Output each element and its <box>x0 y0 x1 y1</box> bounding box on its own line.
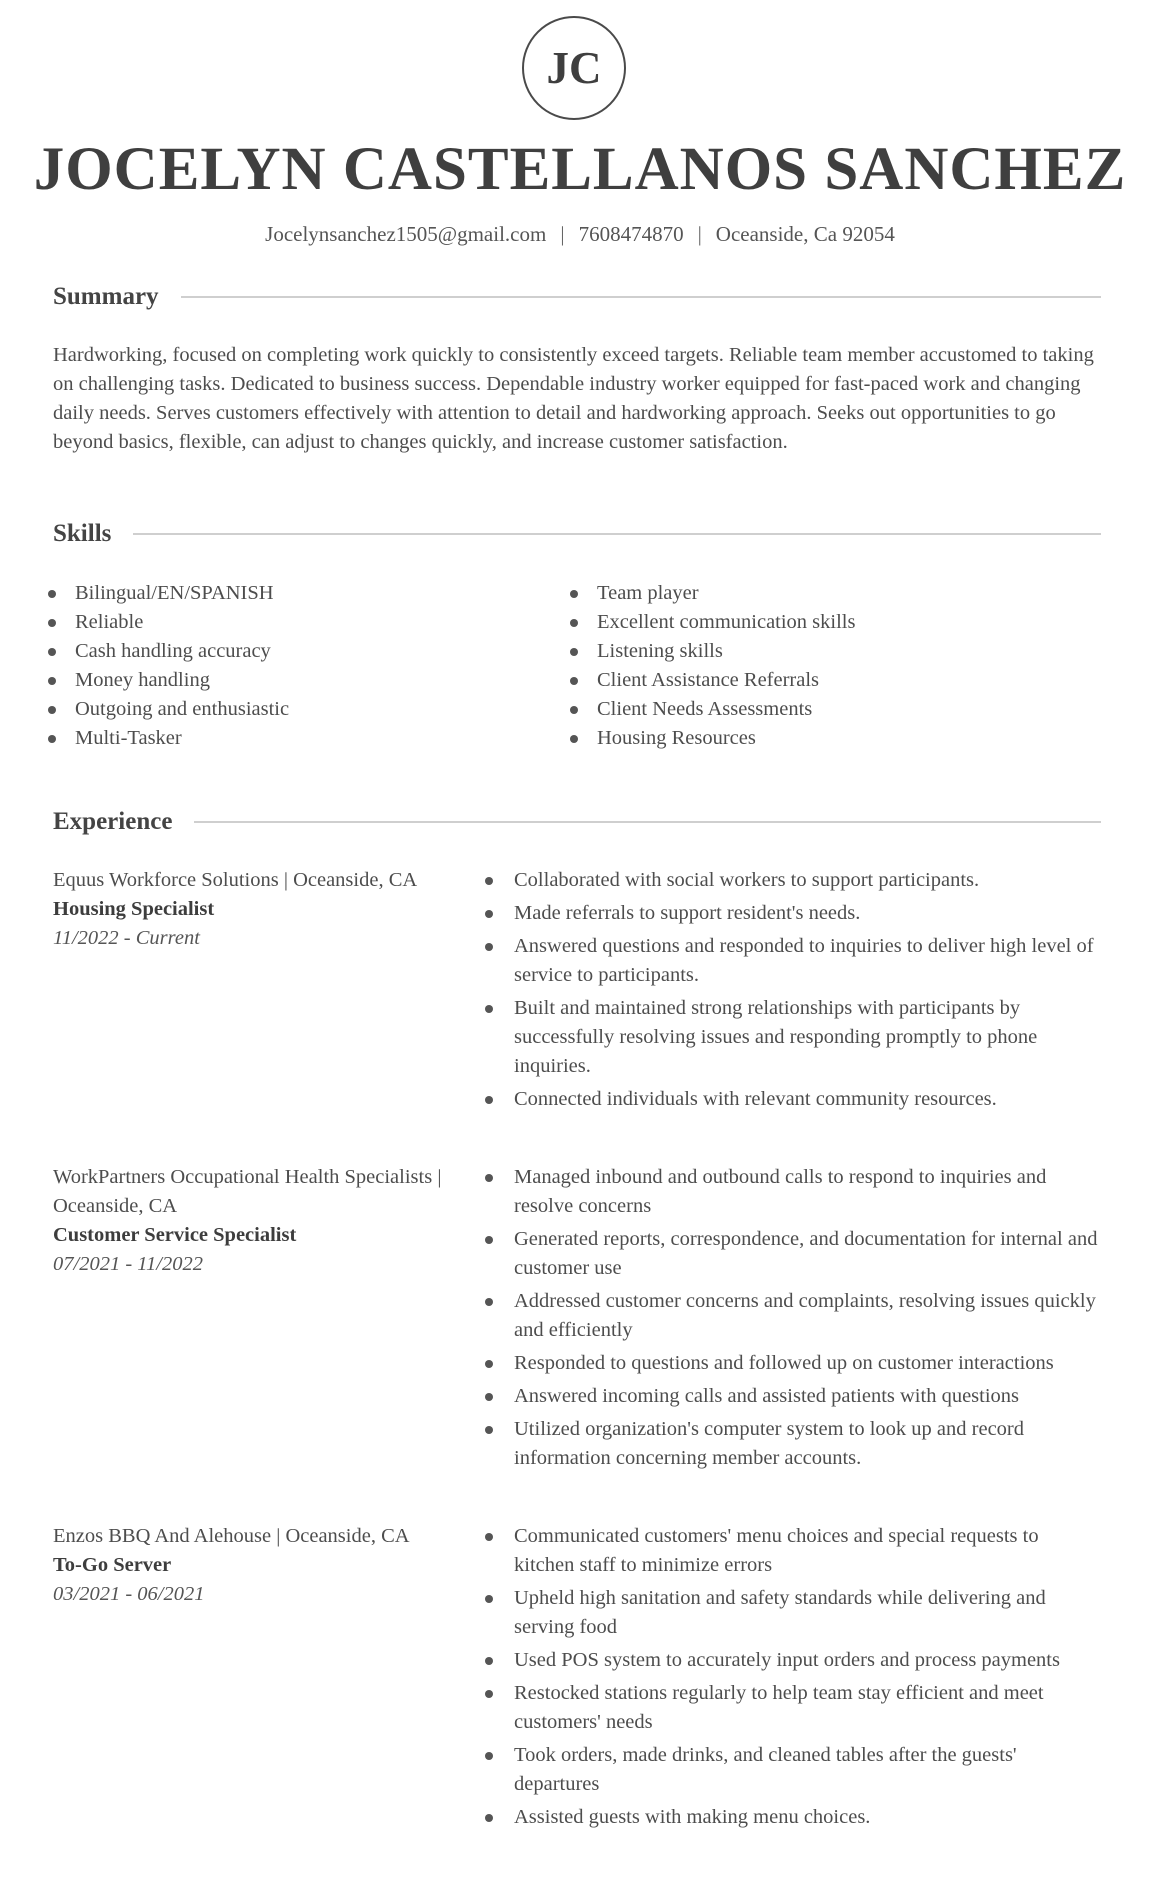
job-bullets <box>483 1163 1103 1477</box>
list-item-text: Reliable <box>75 611 144 633</box>
summary-text: Hardworking, focused on completing work quickly to consistently exceed targets. Reliable team member accustomed to taking on challenging tasks. Dedicated to business success. Dependable industry worker equipped for fast-paced work and changing daily needs. Serves customers effectively with attention to detail and hardworking approach. Seeks out opportunities to go beyond basics, flexible, can adjust to changes quickly, and increase customer satisfaction. <box>53 344 1094 453</box>
skills-list-right <box>570 579 1100 753</box>
list-item-text: Communicated customers' menu choices and special requests to kitchen staff to minimize errors <box>514 1525 1039 1576</box>
list-item-text: Multi-Tasker <box>75 727 182 749</box>
list-item-text: Utilized organization's computer system to look up and record information concerning member accounts. <box>514 1418 1024 1469</box>
list-item <box>48 579 518 608</box>
list-item <box>483 1349 1103 1378</box>
monogram-circle <box>522 16 626 120</box>
job-dates: 07/2021 - 11/2022 <box>53 1253 203 1275</box>
list-item-text: Listening skills <box>597 640 723 662</box>
list-item <box>483 1163 1103 1221</box>
bullet-icon <box>485 1298 493 1306</box>
contact-separator: | <box>560 222 565 246</box>
bullet-icon <box>485 1360 493 1368</box>
skills-list-left <box>48 579 518 753</box>
list-item <box>570 724 1100 753</box>
bullet-icon <box>485 1814 493 1822</box>
list-item-text: Client Needs Assessments <box>597 698 813 720</box>
list-item-text: Excellent communication skills <box>597 611 856 633</box>
list-item-text: Team player <box>597 582 699 604</box>
contact-email: Jocelynsanchez1505@gmail.com <box>265 222 547 246</box>
list-item <box>483 1085 1103 1114</box>
skills-heading <box>53 519 1101 549</box>
contact-separator: | <box>697 222 702 246</box>
skills-heading-label: Skills <box>53 520 112 547</box>
list-item <box>48 608 518 637</box>
list-item-text: Bilingual/EN/SPANISH <box>75 582 274 604</box>
bullet-icon <box>48 677 56 685</box>
bullet-icon <box>485 1595 493 1603</box>
list-item-text: Money handling <box>75 669 210 691</box>
job-bullets <box>483 1522 1103 1836</box>
experience-heading-label: Experience <box>53 808 173 835</box>
bullet-icon <box>485 1533 493 1541</box>
job-details <box>53 866 473 953</box>
bullet-icon <box>485 1174 493 1182</box>
job-company: Equus Workforce Solutions | Oceanside, CA <box>53 869 418 891</box>
list-item-text: Assisted guests with making menu choices. <box>514 1806 871 1828</box>
list-item <box>483 1803 1103 1832</box>
contact-phone: 7608474870 <box>578 222 684 246</box>
experience-heading <box>53 807 1101 837</box>
list-item-text: Built and maintained strong relationships with participants by successfully resolving issues and responding promptly to phone inquiries. <box>514 997 1038 1077</box>
list-item <box>483 1225 1103 1283</box>
bullet-icon <box>485 943 493 951</box>
bullet-icon <box>485 1005 493 1013</box>
bullet-icon <box>485 910 493 918</box>
section-divider <box>181 296 1101 298</box>
job-details <box>53 1522 473 1609</box>
list-item-text: Answered incoming calls and assisted patients with questions <box>514 1385 1020 1407</box>
bullet-icon <box>485 1236 493 1244</box>
bullet-icon <box>570 677 578 685</box>
list-item-text: Cash handling accuracy <box>75 640 271 662</box>
job-company: WorkPartners Occupational Health Specialists | Oceanside, CA <box>53 1166 442 1217</box>
job-bullets <box>483 866 1103 1118</box>
list-item-text: Made referrals to support resident's needs. <box>514 902 861 924</box>
bullet-icon <box>48 648 56 656</box>
list-item <box>483 1287 1103 1345</box>
list-item <box>483 866 1103 895</box>
section-divider <box>194 821 1101 823</box>
bullet-icon <box>48 706 56 714</box>
list-item-text: Answered questions and responded to inquiries to deliver high level of service to participants. <box>514 935 1094 986</box>
list-item <box>570 695 1100 724</box>
bullet-icon <box>485 1752 493 1760</box>
bullet-icon <box>485 1426 493 1434</box>
bullet-icon <box>48 735 56 743</box>
list-item-text: Collaborated with social workers to support participants. <box>514 869 980 891</box>
list-item-text: Generated reports, correspondence, and documentation for internal and customer use <box>514 1228 1098 1279</box>
list-item-text: Addressed customer concerns and complaints, resolving issues quickly and efficiently <box>514 1290 1096 1341</box>
section-divider <box>133 533 1101 535</box>
list-item <box>483 932 1103 990</box>
bullet-icon <box>570 735 578 743</box>
bullet-icon <box>485 1096 493 1104</box>
list-item <box>570 608 1100 637</box>
job-company: Enzos BBQ And Alehouse | Oceanside, CA <box>53 1525 410 1547</box>
summary-heading-label: Summary <box>53 283 159 310</box>
list-item-text: Managed inbound and outbound calls to respond to inquiries and resolve concerns <box>514 1166 1047 1217</box>
list-item <box>483 1646 1103 1675</box>
list-item <box>483 1382 1103 1411</box>
list-item <box>483 1522 1103 1580</box>
job-title: Customer Service Specialist <box>53 1224 297 1246</box>
list-item <box>483 1741 1103 1799</box>
bullet-icon <box>570 590 578 598</box>
list-item <box>570 637 1100 666</box>
list-item-text: Connected individuals with relevant community resources. <box>514 1088 997 1110</box>
bullet-icon <box>485 877 493 885</box>
bullet-icon <box>570 706 578 714</box>
contact-line <box>0 221 1160 247</box>
contact-location: Oceanside, Ca 92054 <box>715 222 895 246</box>
summary-heading <box>53 282 1101 312</box>
bullet-icon <box>48 619 56 627</box>
list-item <box>48 666 518 695</box>
list-item <box>570 666 1100 695</box>
list-item-text: Responded to questions and followed up on customer interactions <box>514 1352 1054 1374</box>
list-item <box>48 724 518 753</box>
list-item <box>483 899 1103 928</box>
list-item <box>483 1415 1103 1473</box>
list-item-text: Housing Resources <box>597 727 756 749</box>
candidate-name: JOCELYN CASTELLANOS SANCHEZ <box>33 136 1127 203</box>
list-item <box>483 1584 1103 1642</box>
list-item <box>48 637 518 666</box>
list-item <box>483 994 1103 1081</box>
list-item-text: Restocked stations regularly to help team stay efficient and meet customers' needs <box>514 1682 1044 1733</box>
list-item-text: Took orders, made drinks, and cleaned tables after the guests' departures <box>514 1744 1017 1795</box>
bullet-icon <box>570 648 578 656</box>
list-item <box>570 579 1100 608</box>
job-title: To-Go Server <box>53 1554 172 1576</box>
bullet-icon <box>485 1393 493 1401</box>
list-item-text: Upheld high sanitation and safety standards while delivering and serving food <box>514 1587 1046 1638</box>
list-item-text: Used POS system to accurately input orders and process payments <box>514 1649 1060 1671</box>
bullet-icon <box>48 590 56 598</box>
list-item-text: Outgoing and enthusiastic <box>75 698 290 720</box>
list-item <box>483 1679 1103 1737</box>
job-dates: 03/2021 - 06/2021 <box>53 1583 205 1605</box>
monogram-initials: JC <box>546 43 602 93</box>
job-details <box>53 1163 483 1279</box>
bullet-icon <box>570 619 578 627</box>
bullet-icon <box>485 1690 493 1698</box>
list-item <box>48 695 518 724</box>
bullet-icon <box>485 1657 493 1665</box>
job-title: Housing Specialist <box>53 898 215 920</box>
list-item-text: Client Assistance Referrals <box>597 669 820 691</box>
job-dates: 11/2022 - Current <box>53 927 200 949</box>
